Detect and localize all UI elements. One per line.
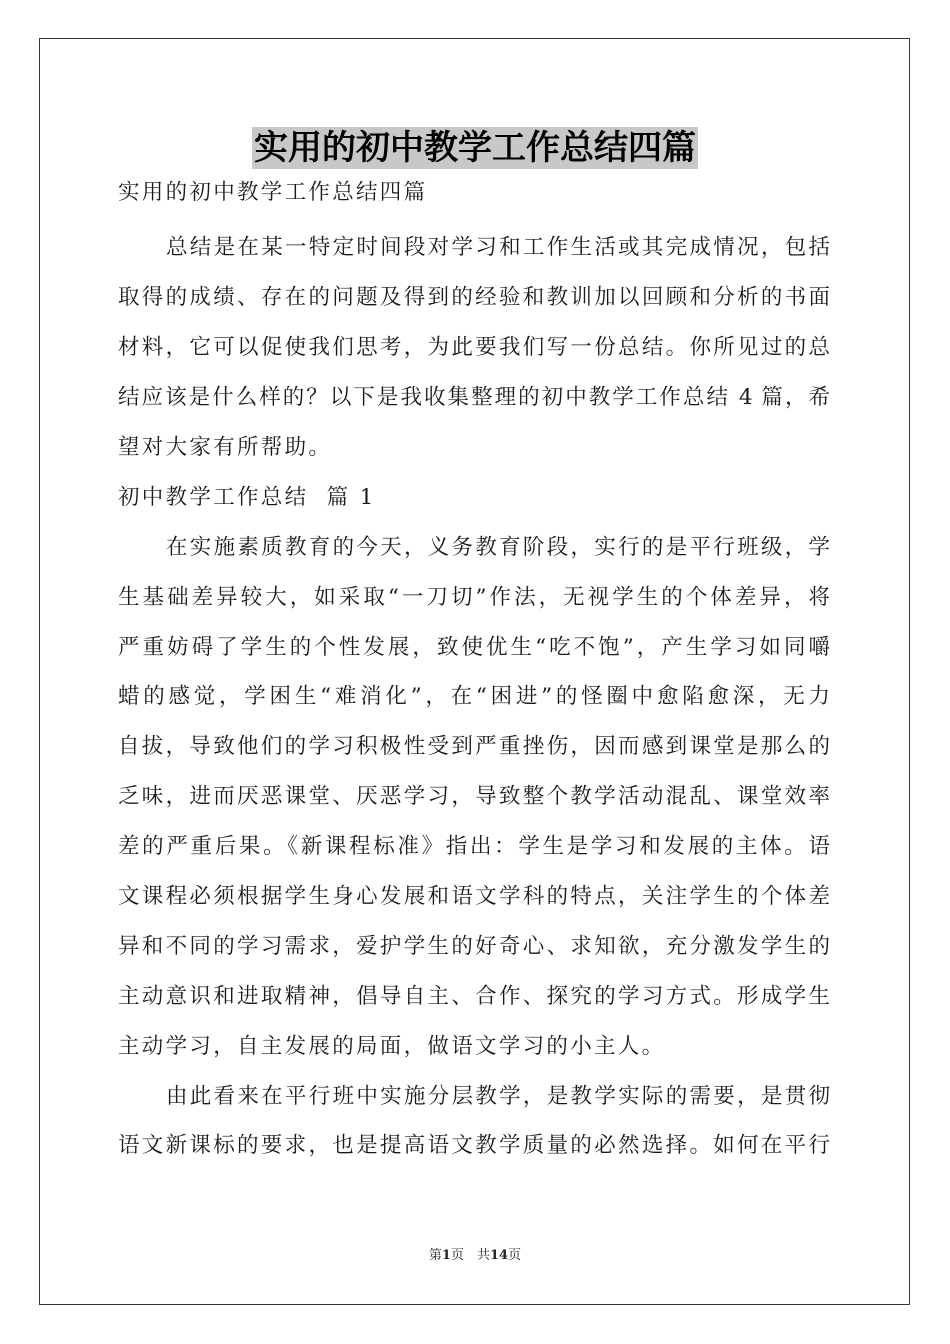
paragraph-line: 差的严重后果。《新课程标准》指出：学生是学习和发展的主体。语 [118,834,830,859]
paragraph-line: 自拔，导致他们的学习积极性受到严重挫伤，因而感到课堂是那么的 [118,734,830,759]
paragraph-line: 语文新课标的要求，也是提高语文教学质量的必然选择。如何在平行 [118,1133,830,1158]
footer-total-pages: 14 [489,1248,509,1263]
paragraph-line: 望对大家有所帮助。 [118,435,333,460]
paragraph-line: 主动意识和进取精神，倡导自主、合作、探究的学习方式。形成学生 [118,984,830,1009]
paragraph-line: 生基础差异较大，如采取“一刀切”作法，无视学生的个体差异，将 [118,585,830,610]
paragraph-line: 在实施素质教育的今天，义务教育阶段，实行的是平行班级，学 [166,535,830,560]
paragraph-line: 材料，它可以促使我们思考，为此要我们写一份总结。你所见过的总 [118,335,830,360]
page-border [39,38,910,1305]
footer-prefix: 第 [428,1248,442,1263]
title-container [0,127,950,169]
paragraph-line: 由此看来在平行班中实施分层教学，是教学实际的需要，是贯彻 [166,1084,830,1109]
paragraph-line: 总结是在某一特定时间段对学习和工作生活或其完成情况，包括 [166,235,830,260]
paragraph-line: 异和不同的学习需求，爱护学生的好奇心、求知欲，充分激发学生的 [118,934,830,959]
page-footer [0,1247,950,1265]
footer-suffix: 页 [508,1248,522,1263]
paragraph-line: 主动学习，自主发展的局面，做语文学习的小主人。 [118,1034,666,1059]
paragraph-line: 文课程必须根据学生身心发展和语文学科的特点，关注学生的个体差 [118,884,830,909]
paragraph-line: 取得的成绩、存在的问题及得到的经验和教训加以回顾和分析的书面 [118,285,830,310]
paragraph-line: 乏味，进而厌恶课堂、厌恶学习，导致整个教学活动混乱、课堂效率 [118,784,830,809]
paragraph-line: 结应该是什么样的？以下是我收集整理的初中教学工作总结 4 篇，希 [118,385,830,410]
paragraph-line: 蜡的感觉，学困生“难消化”，在“困进”的怪圈中愈陷愈深，无力 [118,684,830,709]
section-heading: 初中教学工作总结 篇 1 [118,485,376,510]
footer-mid: 页 共 [450,1248,490,1263]
footer-current-page: 1 [441,1248,451,1263]
paragraph-line: 严重妨碍了学生的个性发展，致使优生“吃不饱”，产生学习如同嚼 [118,635,830,660]
document-title: 实用的初中教学工作总结四篇 [254,128,696,168]
document-subtitle: 实用的初中教学工作总结四篇 [118,180,428,205]
